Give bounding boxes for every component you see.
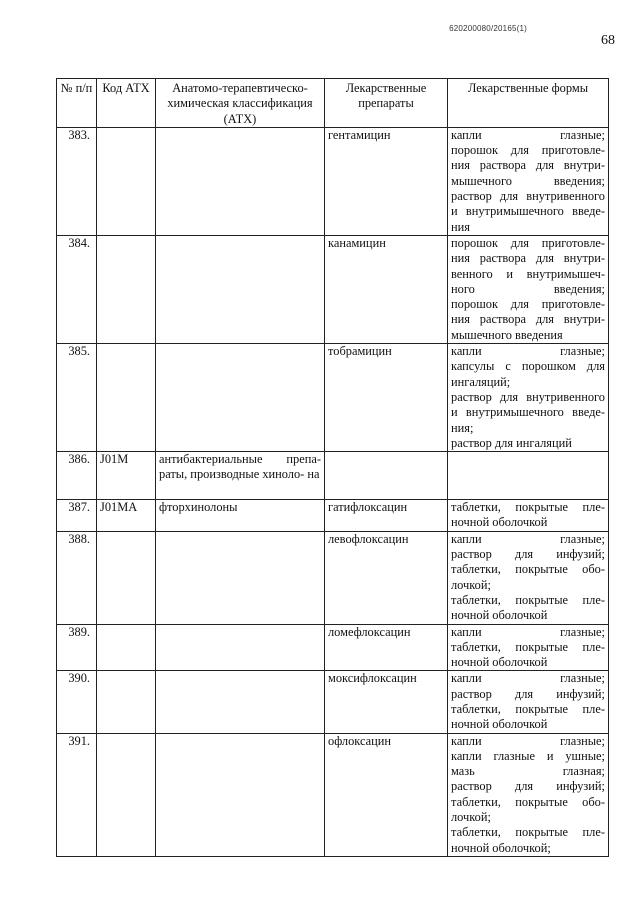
- dosage-form-line: лочкой;: [451, 577, 491, 592]
- col-header-drugs: Лекарственные препараты: [325, 79, 448, 128]
- dosage-form-line: ного введения;: [451, 281, 605, 296]
- table-row: [57, 671, 609, 733]
- table-row: [57, 235, 609, 343]
- dosage-forms: [448, 127, 609, 235]
- dosage-form-line: раствор для инфузий;: [451, 779, 605, 794]
- row-number: 390.: [57, 671, 97, 733]
- dosage-form-line: ния раствора для внутри-: [451, 251, 605, 266]
- drug-name: ломефлоксацин: [325, 624, 448, 671]
- atc-code: [97, 235, 156, 343]
- dosage-form-line: ночной оболочкой: [451, 608, 548, 623]
- dosage-forms: [448, 235, 609, 343]
- atc-code: [97, 344, 156, 452]
- col-header-forms: Лекарственные формы: [448, 79, 609, 128]
- atc-code: [97, 531, 156, 624]
- atc-classification: [156, 344, 325, 452]
- dosage-form-line: мазь глазная;: [451, 764, 605, 779]
- dosage-form-line: таблетки, покрытые обо-: [451, 794, 605, 809]
- dosage-forms: [448, 624, 609, 671]
- atc-code: J01M: [97, 452, 156, 500]
- row-number: 385.: [57, 344, 97, 452]
- drug-name: канамицин: [325, 235, 448, 343]
- atc-code: [97, 127, 156, 235]
- dosage-form-line: порошок для приготовле-: [451, 235, 605, 250]
- dosage-form-line: ния;: [451, 420, 474, 435]
- atc-code: J01MA: [97, 500, 156, 532]
- table-row: [57, 500, 609, 532]
- table-row: [57, 531, 609, 624]
- drug-name: тобрамицин: [325, 344, 448, 452]
- dosage-form-line: раствор для внутривенного: [451, 189, 605, 204]
- dosage-forms: [448, 500, 609, 532]
- atc-classification: [156, 235, 325, 343]
- dosage-form-line: и внутримышечного введе-: [451, 204, 605, 219]
- col-header-classification: Анатомо-терапевтическо-химическая классификация (АТХ): [156, 79, 325, 128]
- dosage-forms: [448, 671, 609, 733]
- dosage-form-line: мышечного введения: [451, 327, 563, 342]
- dosage-form-line: таблетки, покрытые пле-: [451, 701, 605, 716]
- table-row: [57, 344, 609, 452]
- page-number: 68: [601, 33, 615, 48]
- dosage-form-line: капли глазные;: [451, 344, 605, 359]
- dosage-form-line: таблетки, покрытые пле-: [451, 639, 605, 654]
- dosage-form-line: раствор для внутривенного: [451, 389, 605, 404]
- dosage-form-line: капли глазные и ушные;: [451, 748, 605, 763]
- atc-classification: [156, 671, 325, 733]
- dosage-form-line: ночной оболочкой;: [451, 840, 551, 855]
- drug-name: гентамицин: [325, 127, 448, 235]
- dosage-forms: [448, 733, 609, 856]
- dosage-form-line: порошок для приготовле-: [451, 143, 605, 158]
- dosage-form-line: таблетки, покрытые пле-: [451, 592, 605, 607]
- dosage-form-line: капли глазные;: [451, 671, 605, 686]
- atc-code: [97, 671, 156, 733]
- drug-name: левофлоксацин: [325, 531, 448, 624]
- drug-name: моксифлоксацин: [325, 671, 448, 733]
- dosage-form-line: ингаляций;: [451, 374, 511, 389]
- col-header-code: Код АТХ: [97, 79, 156, 128]
- table-body: [57, 127, 609, 856]
- drug-name: [325, 452, 448, 500]
- col-header-num: № п/п: [57, 79, 97, 128]
- table-header-row: [57, 79, 609, 128]
- dosage-form-line: мышечного введения;: [451, 173, 605, 188]
- dosage-forms: [448, 452, 609, 500]
- row-number: 387.: [57, 500, 97, 532]
- drug-name: гатифлоксацин: [325, 500, 448, 532]
- dosage-form-line: ния: [451, 219, 470, 234]
- drug-name: офлоксацин: [325, 733, 448, 856]
- drug-table: [56, 78, 609, 857]
- dosage-form-line: ночной оболочкой: [451, 515, 548, 530]
- dosage-form-line: капли глазные;: [451, 733, 605, 748]
- dosage-form-line: ния раствора для внутри-: [451, 312, 605, 327]
- dosage-form-line: ночной оболочкой: [451, 655, 548, 670]
- dosage-form-line: капли глазные;: [451, 127, 605, 142]
- atc-code: [97, 624, 156, 671]
- dosage-form-line: капсулы с порошком для: [451, 359, 605, 374]
- atc-classification: [156, 127, 325, 235]
- atc-classification: антибактериальные препа- раты, производные хиноло- на: [156, 452, 325, 500]
- row-number: 389.: [57, 624, 97, 671]
- table-row: [57, 733, 609, 856]
- dosage-form-line: порошок для приготовле-: [451, 297, 605, 312]
- dosage-form-line: таблетки, покрытые пле-: [451, 500, 605, 515]
- row-number: 388.: [57, 531, 97, 624]
- row-number: 383.: [57, 127, 97, 235]
- dosage-form-line: раствор для инфузий;: [451, 547, 605, 562]
- atc-code: [97, 733, 156, 856]
- dosage-form-line: раствор для инфузий;: [451, 686, 605, 701]
- dosage-form-line: ночной оболочкой: [451, 717, 548, 732]
- dosage-forms: [448, 344, 609, 452]
- table-row: [57, 624, 609, 671]
- atc-classification: [156, 733, 325, 856]
- dosage-form-line: таблетки, покрытые обо-: [451, 562, 605, 577]
- dosage-form-line: лочкой;: [451, 810, 491, 825]
- dosage-forms: [448, 531, 609, 624]
- table-row: [57, 452, 609, 500]
- row-number: 384.: [57, 235, 97, 343]
- table-row: [57, 127, 609, 235]
- atc-classification: [156, 624, 325, 671]
- row-number: 386.: [57, 452, 97, 500]
- dosage-form-line: капли глазные;: [451, 624, 605, 639]
- atc-classification: фторхинолоны: [156, 500, 325, 532]
- document-number: 620200080/20165(1): [449, 24, 527, 33]
- dosage-form-line: капли глазные;: [451, 531, 605, 546]
- dosage-form-line: раствор для ингаляций: [451, 435, 572, 450]
- dosage-form-line: таблетки, покрытые пле-: [451, 825, 605, 840]
- dosage-form-line: ния раствора для внутри-: [451, 158, 605, 173]
- atc-classification: [156, 531, 325, 624]
- dosage-form-line: венного и внутримышеч-: [451, 266, 605, 281]
- row-number: 391.: [57, 733, 97, 856]
- dosage-form-line: и внутримышечного введе-: [451, 405, 605, 420]
